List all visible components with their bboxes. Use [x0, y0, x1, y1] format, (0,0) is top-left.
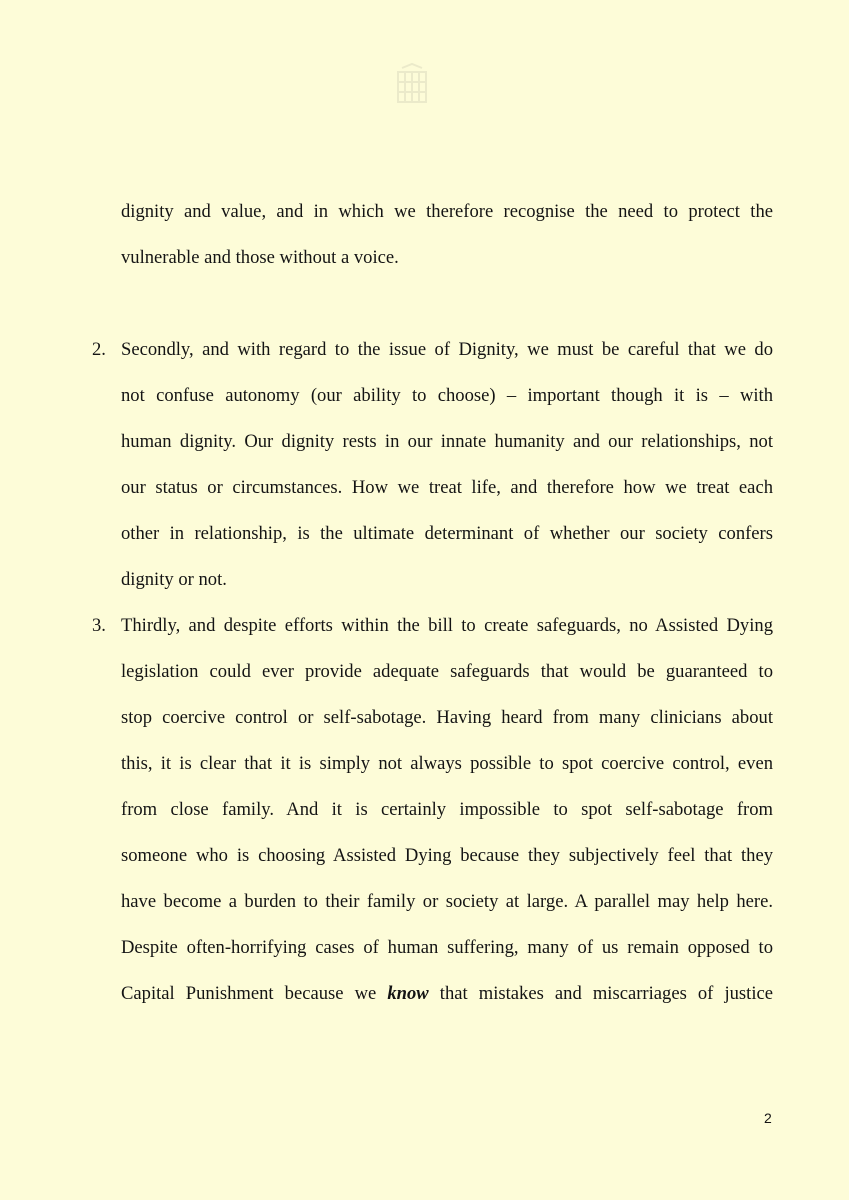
portcullis-crest-icon	[392, 62, 432, 112]
paragraph-line: other in relationship, is the ultimate determinant of whether our society confers	[121, 523, 773, 544]
paragraph-line: Despite often-horrifying cases of human suffering, many of us remain opposed to	[121, 937, 773, 958]
paragraph-line: dignity or not.	[121, 569, 227, 590]
paragraph-line: human dignity. Our dignity rests in our innate humanity and our relationships, not	[121, 431, 773, 452]
paragraph-line: stop coercive control or self-sabotage. Having heard from many clinicians about	[121, 707, 773, 728]
list-number: 2.	[92, 339, 106, 360]
paragraph-line: dignity and value, and in which we therefore recognise the need to protect the	[121, 201, 773, 222]
point-3-paragraph	[121, 603, 773, 1017]
paragraph-line: from close family. And it is certainly impossible to spot self-sabotage from	[121, 799, 773, 820]
emphasis-know: know	[387, 983, 429, 1004]
paragraph-line: Secondly, and with regard to the issue of Dignity, we must be careful that we do	[121, 339, 773, 360]
text-segment: Capital Punishment because we	[121, 983, 388, 1004]
continuation-paragraph	[121, 189, 773, 281]
paragraph-line: someone who is choosing Assisted Dying because they subjectively feel that they	[121, 845, 773, 866]
paragraph-line: have become a burden to their family or society at large. A parallel may help here.	[121, 891, 773, 912]
paragraph-line: vulnerable and those without a voice.	[121, 247, 399, 268]
point-2-paragraph	[121, 327, 773, 603]
paragraph-line: Thirdly, and despite efforts within the bill to create safeguards, no Assisted Dying	[121, 615, 773, 636]
text-segment: that mistakes and miscarriages of justice	[428, 983, 773, 1004]
paragraph-line-with-emphasis	[121, 971, 773, 1017]
paragraph-line: this, it is clear that it is simply not always possible to spot coercive control, even	[121, 753, 773, 774]
paragraph-line: legislation could ever provide adequate safeguards that would be guaranteed to	[121, 661, 773, 682]
page-number: 2	[764, 1110, 772, 1126]
paragraph-line: not confuse autonomy (our ability to choose) – important though it is – with	[121, 385, 773, 406]
list-number: 3.	[92, 615, 106, 636]
paragraph-line: our status or circumstances. How we treat life, and therefore how we treat each	[121, 477, 773, 498]
